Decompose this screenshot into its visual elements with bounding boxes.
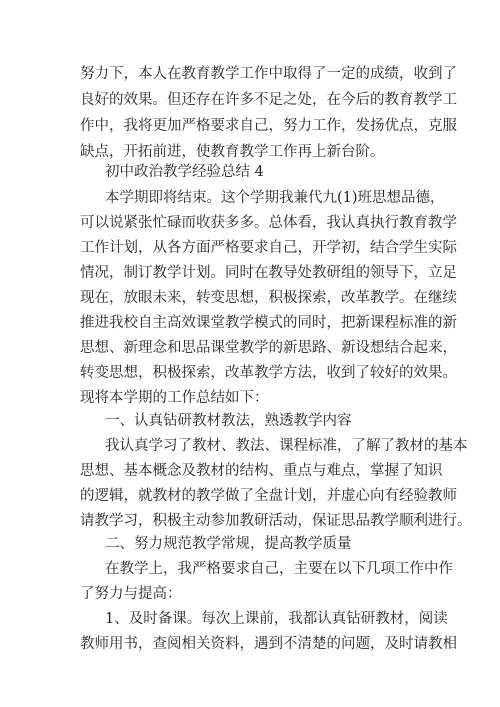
paragraph-line: 教师用书，查阅相关资料，遇到不清楚的问题，及时请教相 [80, 636, 457, 652]
paragraph-line: 了努力与提高： [80, 586, 182, 602]
section-heading: 一、认真钻研教材教法，熟透教学内容 [105, 413, 352, 429]
paragraph-line: 1、及时备课。每次上课前，我都认真钻研教材，阅读 [105, 611, 448, 627]
paragraph-line: 作中，我将更加严格要求自己，努力工作，发扬优点，克服 [80, 118, 457, 134]
paragraph-line: 的逻辑，就教材的教学做了全盘计划，并虚心向有经验教师 [80, 488, 457, 504]
section-heading: 初中政治教学经验总结 4 [105, 164, 264, 180]
paragraph-line: 现将本学期的工作总结如下： [80, 390, 269, 406]
paragraph-line: 本学期即将结束。这个学期我兼代九(1)班思想品德， [105, 190, 445, 206]
paragraph-line: 推进我校自主高效课堂教学模式的同时，把新课程标准的新 [80, 315, 457, 331]
paragraph-line: 缺点，开拓前进，使教育教学工作再上新台阶。 [80, 144, 385, 160]
paragraph-line: 工作计划，从各方面严格要求自己，开学初，结合学生实际 [80, 240, 457, 256]
paragraph-line: 思想、新理念和思品课堂教学的新思路、新设想结合起来， [80, 340, 457, 356]
paragraph-line: 在教学上，我严格要求自己，主要在以下几项工作中作 [105, 561, 453, 577]
paragraph-line: 现在，放眼未来，转变思想，积极探索，改革教学。在继续 [80, 290, 457, 306]
paragraph-line: 请教学习，积极主动参加教研活动，保证思品教学顺利进行。 [80, 513, 472, 529]
paragraph-line: 良好的效果。但还存在许多不足之处，在今后的教育教学工 [80, 92, 457, 108]
paragraph-line: 努力下，本人在教育教学工作中取得了一定的成绩，收到了 [80, 66, 457, 82]
paragraph-line: 转变思想，积极探索，改革教学方法，收到了较好的效果。 [80, 365, 457, 381]
paragraph-line: 思想、基本概念及教材的结构、重点与难点，掌握了知识 [80, 463, 443, 479]
paragraph-line: 我认真学习了教材、教法、课程标准，了解了教材的基本 [105, 438, 468, 454]
paragraph-line: 可以说紧张忙碌而收获多多。总体看，我认真执行教育教学 [80, 215, 457, 231]
section-heading: 二、努力规范教学常规，提高教学质量 [105, 536, 352, 552]
paragraph-line: 情况，制订教学计划。同时在教导处教研组的领导下，立足 [80, 265, 457, 281]
